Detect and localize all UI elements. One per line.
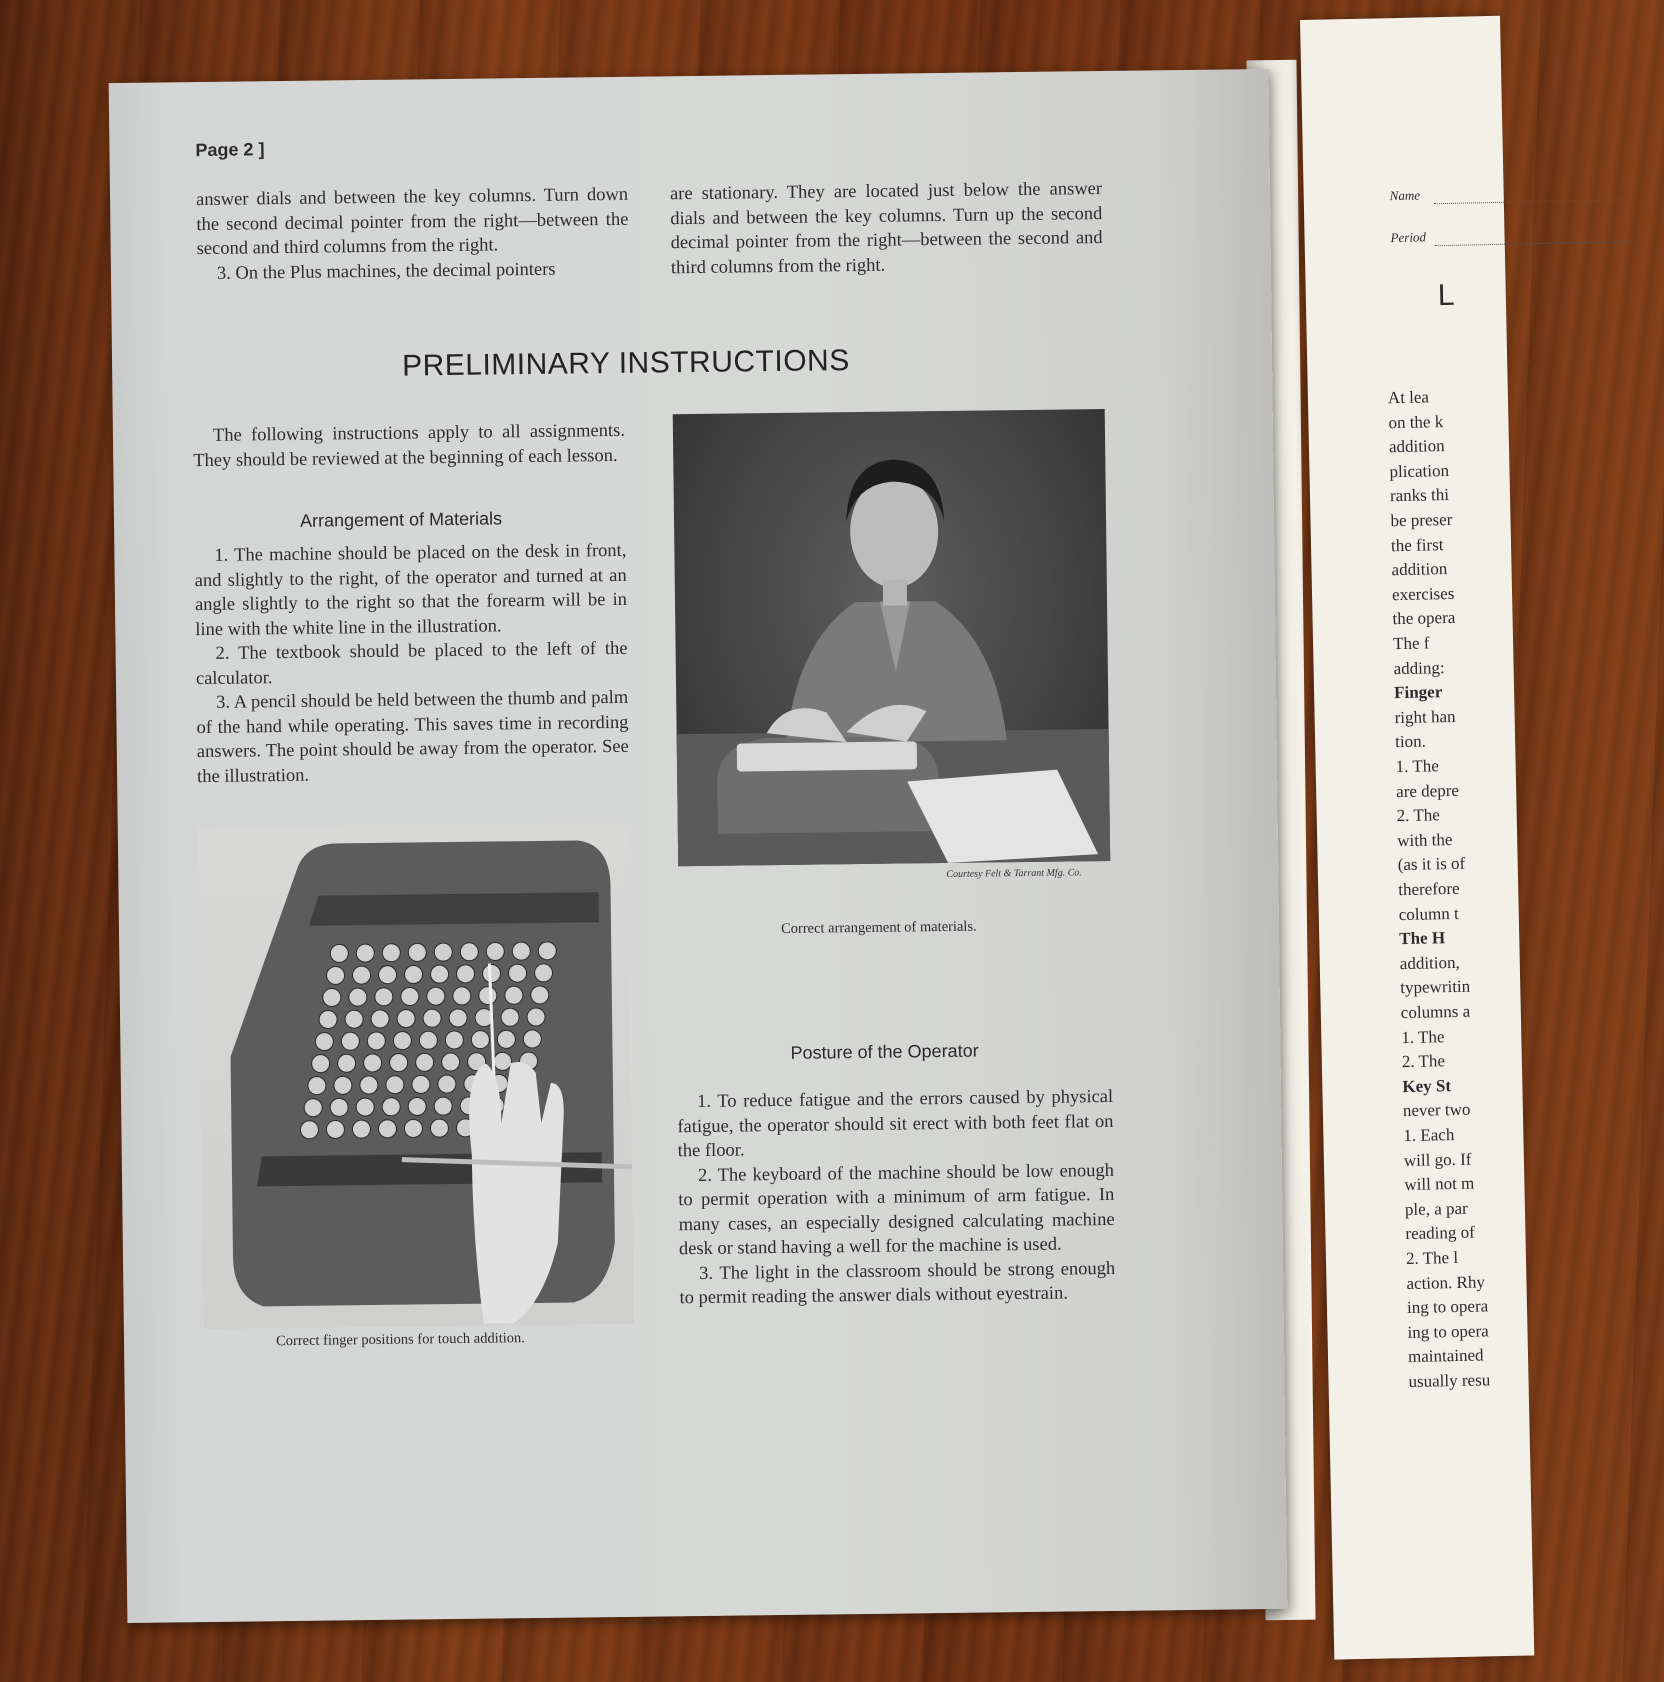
- facing-text-line: ing to opera: [1406, 1296, 1489, 1318]
- facing-text-line: column t: [1398, 903, 1459, 924]
- section-heading-posture: Posture of the Operator: [790, 1040, 979, 1063]
- list-item: 3. The light in the classroom should be strong enough to permit reading the answer dials without eyestrain.: [679, 1258, 1116, 1309]
- calculator-key: [352, 966, 370, 984]
- calculator-key: [375, 988, 393, 1006]
- calculator-key: [460, 943, 478, 961]
- list-item: 1. To reduce fatigue and the errors caused by physical fatigue, the operator should sit erect with both feet flat on the floor.: [677, 1086, 1114, 1162]
- facing-text-line: maintained: [1407, 1345, 1484, 1367]
- calculator-key: [345, 1010, 363, 1028]
- facing-text-line: adding:: [1393, 657, 1445, 678]
- calculator-key: [456, 965, 474, 983]
- paragraph: answer dials and between the key columns. Turn down the second decimal pointer from the right—between the second and third columns from the right.: [195, 184, 629, 260]
- facing-text-line: 2. The: [1396, 805, 1441, 826]
- list-item: 1. The machine should be placed on the desk in front, and slightly to the right, of the operator and turned at an angle slightly to the right so that the forearm will be in line with the white line in the illustration.: [194, 540, 628, 640]
- calculator-key: [423, 1009, 441, 1027]
- calculator-key: [497, 1030, 515, 1048]
- facing-name-rule: [1434, 199, 1634, 204]
- facing-text-line: ple, a par: [1404, 1198, 1468, 1219]
- calculator-key: [300, 1121, 318, 1139]
- facing-text-line: usually resu: [1408, 1370, 1491, 1392]
- calculator-key: [323, 988, 341, 1006]
- operator-illustration: [673, 409, 1110, 866]
- calculator-key: [326, 966, 344, 984]
- facing-text-line: be preser: [1390, 509, 1453, 531]
- calculator-key: [338, 1054, 356, 1072]
- facing-text-line: columns a: [1400, 1001, 1471, 1023]
- photo-caption-arrangement: Correct arrangement of materials.: [780, 918, 977, 937]
- calculator-key: [390, 1054, 408, 1072]
- calculator-key: [512, 942, 530, 960]
- facing-text-line: 1. The: [1395, 756, 1439, 777]
- facing-text-line: Finger: [1393, 682, 1443, 703]
- calculator-key: [534, 964, 552, 982]
- photo-credit: Courtesy Felt & Tarrant Mfg. Co.: [946, 867, 1082, 880]
- calculator-key: [401, 987, 419, 1005]
- calculator-key: [408, 1097, 426, 1115]
- calculator-key: [438, 1075, 456, 1093]
- calculator-key: [486, 942, 504, 960]
- calculator-key: [449, 1009, 467, 1027]
- facing-text-line: At lea: [1387, 387, 1430, 408]
- facing-text-line: exercises: [1391, 583, 1455, 604]
- calculator-key: [434, 1097, 452, 1115]
- calculator-key: [308, 1077, 326, 1095]
- calculator-key: [523, 1030, 541, 1048]
- facing-text-line: Key St: [1402, 1075, 1452, 1096]
- facing-text-line: ing to opera: [1407, 1321, 1489, 1342]
- calculator-key: [471, 1031, 489, 1049]
- paragraph: are stationary. They are located just below the answer dials and between the key columns. Turn up the second decimal pointer from the right—between the second and third columns from the right.: [669, 179, 1103, 278]
- calculator-key: [442, 1053, 460, 1071]
- facing-text-line: right han: [1394, 706, 1456, 727]
- calculator-key: [334, 1076, 352, 1094]
- facing-text-line: reading of: [1405, 1222, 1476, 1244]
- facing-text-line: 2. The: [1401, 1051, 1446, 1072]
- calculator-key: [341, 1032, 359, 1050]
- calculator-key: [367, 1032, 385, 1050]
- calculator-key: [378, 966, 396, 984]
- calculator-key: [364, 1054, 382, 1072]
- arrangement-list: [194, 539, 629, 789]
- calculator-key: [434, 943, 452, 961]
- list-item: 2. The keyboard of the machine should be low enough to permit operation with a minimum of arm fatigue. In many cases, an especially designed calculating machine desk or stand having a well for the machine is used.: [678, 1160, 1115, 1260]
- calculator-key: [319, 1010, 337, 1028]
- posture-list: [677, 1085, 1116, 1311]
- paragraph: The following instructions apply to all assignments. They should be reviewed at the beginning of each lesson.: [193, 420, 626, 471]
- calculator-key: [330, 1098, 348, 1116]
- list-item: 3. A pencil should be held between the thumb and palm of the hand while operating. This saves time in recording answers. The point should be away from the operator. See the illustration.: [196, 687, 629, 787]
- facing-text-line: plication: [1389, 460, 1450, 482]
- facing-text-line: 1. The: [1401, 1026, 1445, 1047]
- list-item: 2. The textbook should be placed to the left of the calculator.: [195, 638, 628, 689]
- page-number: Page 2 ]: [195, 139, 265, 161]
- calculator-key: [349, 988, 367, 1006]
- calculator-key: [445, 1031, 463, 1049]
- calculator-key: [419, 1031, 437, 1049]
- calculator-key: [360, 1076, 378, 1094]
- calculator-key: [508, 964, 526, 982]
- photo-operator-at-calculator: [673, 409, 1110, 866]
- facing-title-fragment: L: [1437, 278, 1455, 313]
- paragraph: 3. On the Plus machines, the decimal pointers: [216, 259, 556, 284]
- facing-text-line: will go. If: [1403, 1149, 1472, 1170]
- calculator-key: [430, 965, 448, 983]
- page-title: PRELIMINARY INSTRUCTIONS: [401, 344, 850, 383]
- calculator-key: [430, 1119, 448, 1137]
- calculator-key: [501, 1008, 519, 1026]
- intro-text: [193, 419, 626, 473]
- facing-text-line: action. Rhy: [1406, 1272, 1486, 1293]
- facing-text-line: will not m: [1404, 1173, 1475, 1195]
- facing-text-line: are depre: [1395, 780, 1460, 801]
- facing-text-line: with the: [1397, 829, 1453, 850]
- calculator-key: [393, 1032, 411, 1050]
- calculator-key: [378, 1120, 396, 1138]
- calculator-key: [386, 1076, 404, 1094]
- calculator-key: [416, 1053, 434, 1071]
- facing-text-line: ranks thi: [1389, 485, 1450, 506]
- facing-text-line: therefore: [1398, 878, 1460, 900]
- book-page: [109, 69, 1288, 1623]
- calculator-key: [315, 1032, 333, 1050]
- calculator-key: [408, 943, 426, 961]
- facing-text-line: The H: [1399, 928, 1446, 949]
- facing-text-line: never two: [1402, 1100, 1471, 1121]
- calculator-illustration: [198, 822, 634, 1329]
- facing-period-rule: [1435, 241, 1635, 246]
- facing-text-line: typewritin: [1400, 977, 1471, 998]
- calculator-key: [527, 1008, 545, 1026]
- photo-caption-finger-positions: Correct finger positions for touch addition.: [275, 1330, 525, 1350]
- facing-text-line: 2. The l: [1405, 1247, 1459, 1269]
- calculator-key: [330, 944, 348, 962]
- calculator-key: [412, 1075, 430, 1093]
- calculator-key: [404, 965, 422, 983]
- section-heading-arrangement: Arrangement of Materials: [299, 508, 503, 531]
- calculator-key: [453, 987, 471, 1005]
- calculator-key: [371, 1010, 389, 1028]
- calculator-key: [505, 986, 523, 1004]
- calculator-key: [531, 986, 549, 1004]
- facing-text-line: 1. Each: [1403, 1125, 1455, 1146]
- calculator-key: [427, 987, 445, 1005]
- facing-text-line: (as it is of: [1397, 854, 1466, 875]
- calculator-key: [382, 1098, 400, 1116]
- calculator-key: [404, 1119, 422, 1137]
- continued-text-right: [670, 177, 1103, 280]
- calculator-key: [538, 942, 556, 960]
- facing-text-line: addition: [1391, 559, 1448, 580]
- facing-text-line: on the k: [1388, 411, 1444, 432]
- calculator-key: [382, 944, 400, 962]
- calculator-key: [397, 1009, 415, 1027]
- facing-text-line: The f: [1392, 633, 1430, 654]
- calculator-key: [494, 1052, 512, 1070]
- calculator-key: [356, 944, 374, 962]
- calculator-key: [479, 986, 497, 1004]
- continued-text-left: [196, 183, 629, 286]
- facing-text-line: addition,: [1399, 952, 1460, 973]
- facing-header-name: Name: [1389, 187, 1421, 204]
- calculator-key: [312, 1055, 330, 1073]
- facing-text-line: addition: [1388, 436, 1445, 457]
- facing-page: [1300, 16, 1534, 1660]
- facing-text-line: tion.: [1394, 731, 1427, 752]
- facing-header-period: Period: [1390, 229, 1427, 246]
- calculator-key: [326, 1120, 344, 1138]
- calculator-key: [304, 1099, 322, 1117]
- photo-calculator-keyboard: [198, 822, 634, 1329]
- calculator-key: [352, 1120, 370, 1138]
- facing-text-line: the opera: [1392, 608, 1456, 629]
- facing-text-line: the first: [1390, 534, 1444, 555]
- calculator-key: [356, 1098, 374, 1116]
